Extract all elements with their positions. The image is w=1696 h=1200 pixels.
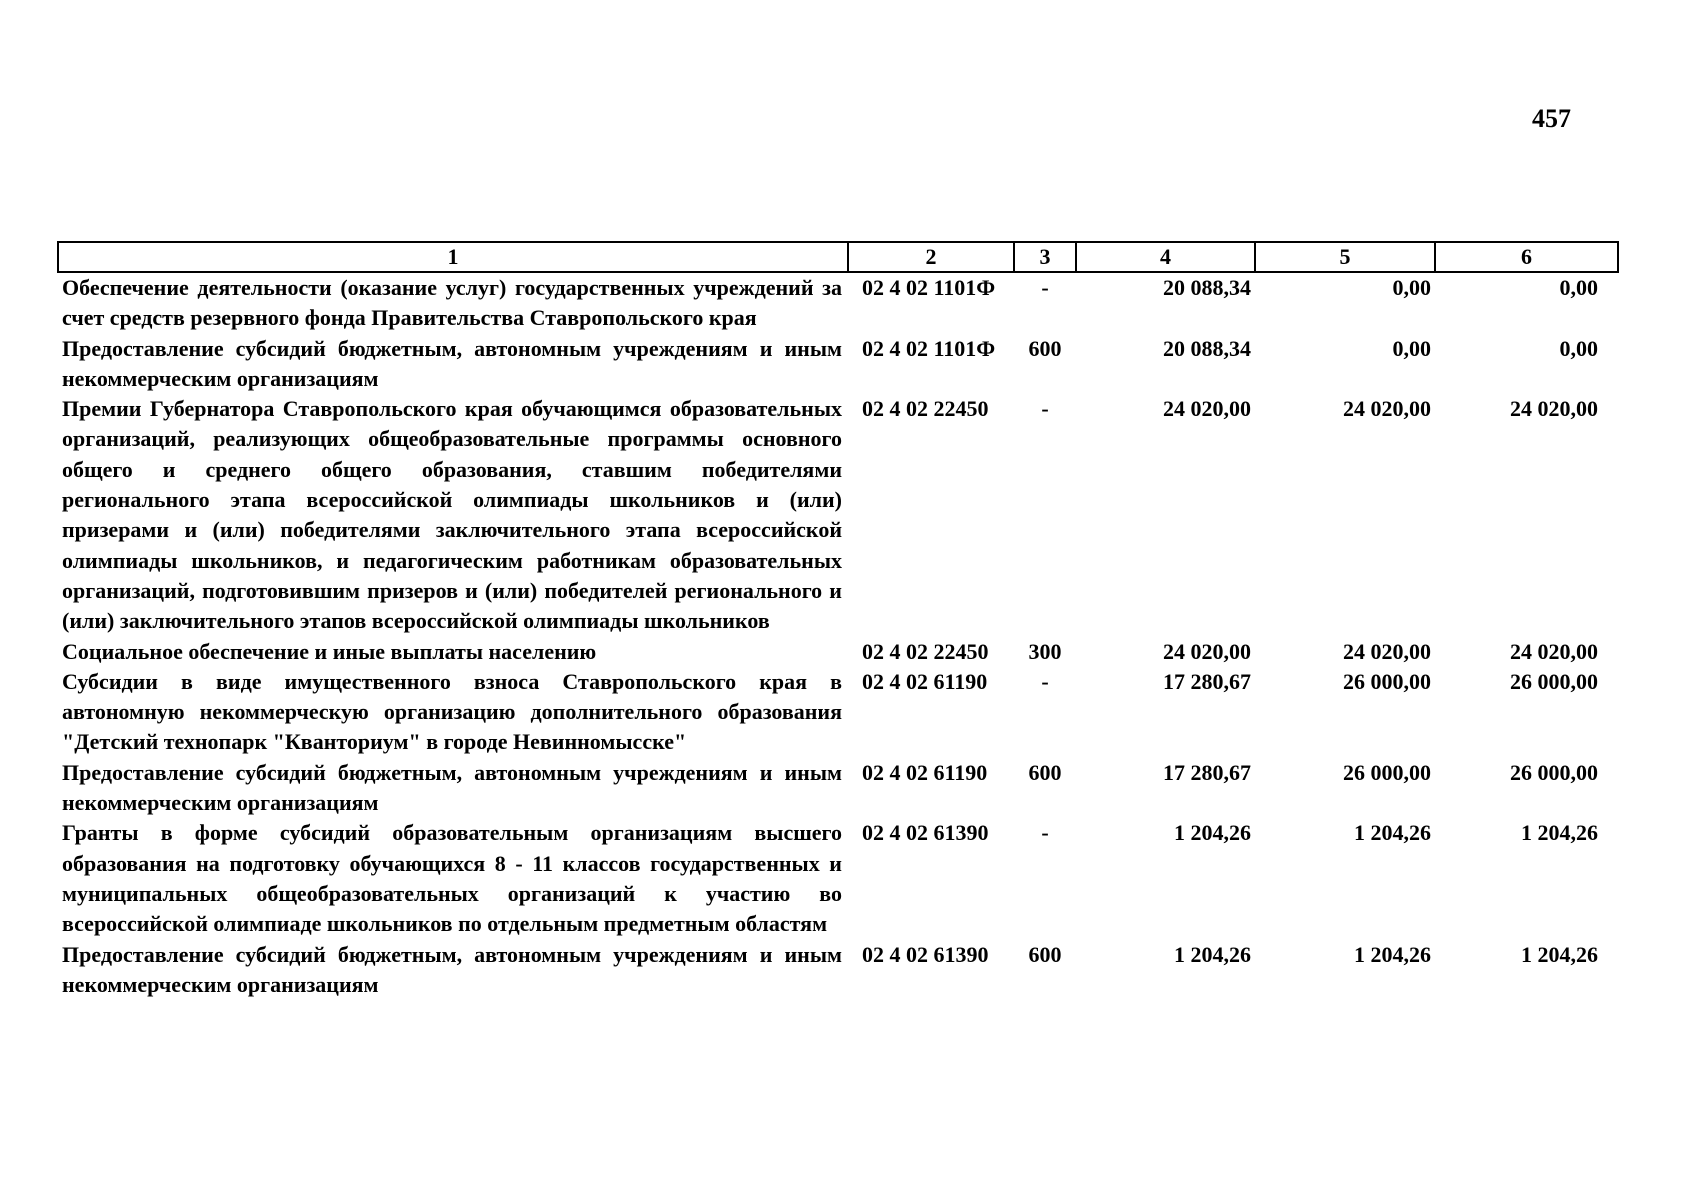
table-row — [58, 758, 1618, 819]
table-row — [58, 637, 1618, 667]
row-name: Премии Губернатора Ставропольского края обучающимся образовательных организаций, реализующих общеобразовательные программы основного общего и среднего общего образования, ставшим победителями регионального этапа всероссийской олимпиады школьников и (или) призерами и (или) победителями заключительного этапа всероссийской олимпиады школьников, и педагогическим работникам образовательных организаций, подготовившим призеров и (или) победителей регионального и (или) заключительного этапов всероссийской олимпиады школьников — [62, 396, 842, 634]
row-code: 02 4 02 1101Ф — [862, 275, 996, 300]
row-value-5: 24 020,00 — [1343, 638, 1431, 664]
header-row — [58, 242, 1618, 272]
row-name: Социальное обеспечение и иные выплаты населению — [62, 638, 597, 664]
table-row — [58, 272, 1618, 334]
row-type: 300 — [1028, 638, 1062, 664]
row-value-4: 20 088,34 — [1163, 335, 1251, 361]
row-name: Гранты в форме субсидий образовательным организациям высшего образования на подготовку обучающихся 8 - 11 классов государственных и муниципальных общеобразовательных организаций к участию во всероссийской олимпиаде школьников по отдельным предметным областям — [62, 820, 842, 937]
row-type: - — [1041, 275, 1049, 300]
row-code: 02 4 02 1101Ф — [862, 335, 996, 361]
table-row — [58, 334, 1618, 395]
row-value-6: 24 020,00 — [1510, 396, 1598, 422]
row-type: - — [1041, 820, 1049, 846]
row-value-5: 26 000,00 — [1343, 668, 1431, 694]
budget-table — [57, 241, 1619, 1000]
row-value-4: 1 204,26 — [1174, 820, 1251, 846]
row-code: 02 4 02 22450 — [862, 638, 989, 664]
row-name: Субсидии в виде имущественного взноса Ставропольского края в автономную некоммерческую организацию дополнительного образования "Детский технопарк "Кванториум" в городе Невинномысске" — [62, 668, 842, 755]
row-code: 02 4 02 61390 — [862, 941, 989, 967]
row-value-5: 26 000,00 — [1343, 759, 1431, 785]
table-row — [58, 818, 1618, 939]
row-value-4: 17 280,67 — [1163, 759, 1251, 785]
column-header-4: 4 — [1076, 242, 1255, 272]
row-value-4: 17 280,67 — [1163, 668, 1251, 694]
row-value-4: 24 020,00 — [1163, 396, 1251, 422]
row-code: 02 4 02 61390 — [862, 820, 989, 846]
column-header-1: 1 — [58, 242, 848, 272]
row-type: - — [1041, 668, 1049, 694]
table-header — [58, 242, 1618, 272]
row-value-4: 1 204,26 — [1174, 941, 1251, 967]
table-row — [58, 394, 1618, 636]
row-code: 02 4 02 61190 — [862, 759, 988, 785]
row-name: Предоставление субсидий бюджетным, автономным учреждениям и иным некоммерческим организациям — [62, 759, 842, 816]
page-number: 457 — [1532, 104, 1571, 133]
table-row — [58, 940, 1618, 1001]
column-header-2: 2 — [848, 242, 1014, 272]
row-value-5: 0,00 — [1392, 275, 1431, 300]
table-body — [58, 272, 1618, 1000]
row-value-6: 0,00 — [1559, 335, 1598, 361]
row-value-4: 20 088,34 — [1163, 275, 1251, 300]
row-type: 600 — [1028, 941, 1062, 967]
row-name: Предоставление субсидий бюджетным, автономным учреждениям и иным некоммерческим организациям — [62, 335, 842, 391]
row-value-5: 1 204,26 — [1354, 820, 1431, 846]
row-value-5: 1 204,26 — [1354, 941, 1431, 967]
row-value-6: 26 000,00 — [1510, 759, 1598, 785]
row-type: - — [1041, 396, 1049, 422]
table-row — [58, 667, 1618, 758]
row-value-5: 24 020,00 — [1343, 396, 1431, 422]
column-header-5: 5 — [1255, 242, 1435, 272]
row-type: 600 — [1028, 759, 1062, 785]
row-value-6: 1 204,26 — [1521, 941, 1598, 967]
row-name: Предоставление субсидий бюджетным, автономным учреждениям и иным некоммерческим организациям — [62, 941, 842, 997]
row-value-6: 0,00 — [1559, 275, 1598, 300]
column-header-3: 3 — [1014, 242, 1076, 272]
row-value-4: 24 020,00 — [1163, 638, 1251, 664]
column-header-6: 6 — [1435, 242, 1618, 272]
row-value-6: 1 204,26 — [1521, 820, 1598, 846]
row-code: 02 4 02 61190 — [862, 668, 988, 694]
row-type: 600 — [1028, 335, 1062, 361]
row-value-5: 0,00 — [1392, 335, 1431, 361]
row-name: Обеспечение деятельности (оказание услуг) государственных учреждений за счет средств резервного фонда Правительства Ставропольского края — [62, 275, 842, 331]
row-value-6: 26 000,00 — [1510, 668, 1598, 694]
row-code: 02 4 02 22450 — [862, 396, 989, 422]
row-value-6: 24 020,00 — [1510, 638, 1598, 664]
